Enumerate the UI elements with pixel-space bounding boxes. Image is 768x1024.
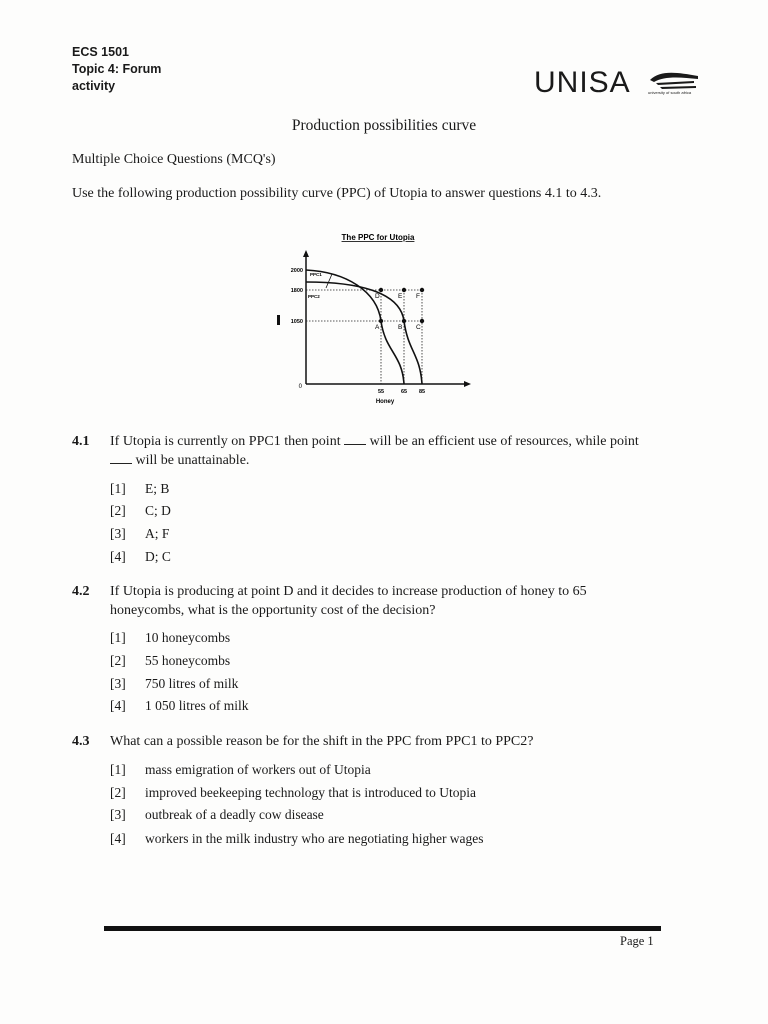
unisa-logo <box>534 66 704 106</box>
question-text: What can a possible reason be for the shift in the PPC from PPC1 to PPC2? <box>110 734 534 749</box>
section-heading: Multiple Choice Questions (MCQ's) <box>72 152 276 167</box>
ppc1-curve <box>306 270 404 384</box>
x-axis-arrow <box>464 381 471 387</box>
option-4-1-1: [1] E; B <box>110 481 170 496</box>
course-code: ECS 1501 <box>72 45 129 59</box>
intro-text: Use the following production possibility curve (PPC) of Utopia to answer questions 4.1 to 4.3. <box>72 186 602 201</box>
option-4-3-3: [3] outbreak of a deadly cow disease <box>110 807 324 822</box>
point-d <box>379 288 383 292</box>
y-tick-label: 1050 <box>290 319 303 325</box>
series-label-ppc1: PPC1 <box>310 272 322 277</box>
option-4-1-4: [4] D; C <box>110 549 171 564</box>
option-4-3-4: [4] workers in the milk industry who are negotiating higher wages <box>110 831 484 846</box>
point-label-d: D <box>375 293 380 300</box>
x-axis-label: Honey <box>375 399 395 405</box>
ppc2-curve <box>306 282 422 384</box>
page-number: Page 1 <box>620 934 654 948</box>
y-tick-label: 2000 <box>290 268 303 274</box>
origin-label: 0 <box>298 384 302 390</box>
ppc-chart-svg <box>268 226 488 412</box>
option-4-2-2: [2] 55 honeycombs <box>110 653 231 668</box>
footer-rule <box>104 926 661 931</box>
shift-arrow <box>326 274 332 288</box>
x-tick-label: 65 <box>400 389 408 395</box>
course-info <box>72 44 161 95</box>
option-4-2-4: [4] 1 050 litres of milk <box>110 698 249 713</box>
option-4-3-1: [1] mass emigration of workers out of Utopia <box>110 762 371 777</box>
option-4-2-3: [3] 750 litres of milk <box>110 676 239 691</box>
point-b <box>402 319 406 323</box>
question-text: If Utopia is producing at point D and it decides to increase production of honey to 65 honeycombs, what is the opportunity cost of the decision? <box>110 584 587 618</box>
question-number: 4.2 <box>72 584 90 599</box>
question-text-part1: If Utopia is currently on PPC1 then point <box>110 434 341 449</box>
question-text-part2: will be an efficient use of resources, while point <box>369 434 639 449</box>
question-number: 4.3 <box>72 734 90 749</box>
point-label-e: E <box>398 293 403 300</box>
y-axis-marker <box>277 315 280 325</box>
ppc-chart <box>268 226 488 412</box>
point-e <box>402 288 406 292</box>
question-number: 4.1 <box>72 434 90 449</box>
document-title: Production possibilities curve <box>291 117 477 134</box>
point-label-a: A <box>375 324 380 331</box>
logo-tagline: university of south africa <box>648 90 692 95</box>
x-tick-label: 55 <box>377 389 385 395</box>
logo-text: UNISA <box>534 66 631 99</box>
y-tick-label: 1800 <box>290 288 303 294</box>
option-4-3-2: [2] improved beekeeping technology that is introduced to Utopia <box>110 785 477 800</box>
option-4-1-2: [2] C; D <box>110 503 171 518</box>
option-4-2-1: [1] 10 honeycombs <box>110 630 231 645</box>
answer-blank <box>344 432 366 445</box>
point-label-c: C <box>416 324 421 331</box>
series-label-ppc2: PPC2 <box>308 294 320 299</box>
logo-emblem <box>646 68 702 102</box>
point-label-b: B <box>398 324 403 331</box>
chart-title: The PPC for Utopia <box>341 233 415 242</box>
question-text <box>110 432 710 470</box>
point-label-f: F <box>416 293 420 300</box>
point-a <box>379 319 383 323</box>
question-text-part3: will be unattainable. <box>135 453 250 468</box>
point-f <box>420 288 424 292</box>
y-axis-arrow <box>303 250 309 257</box>
topic-label: Topic 4: Forum <box>72 62 162 76</box>
x-tick-label: 85 <box>418 389 426 395</box>
point-c <box>420 319 424 323</box>
activity-label: activity <box>72 79 116 93</box>
option-4-1-3: [3] A; F <box>110 526 170 541</box>
answer-blank <box>110 451 132 464</box>
